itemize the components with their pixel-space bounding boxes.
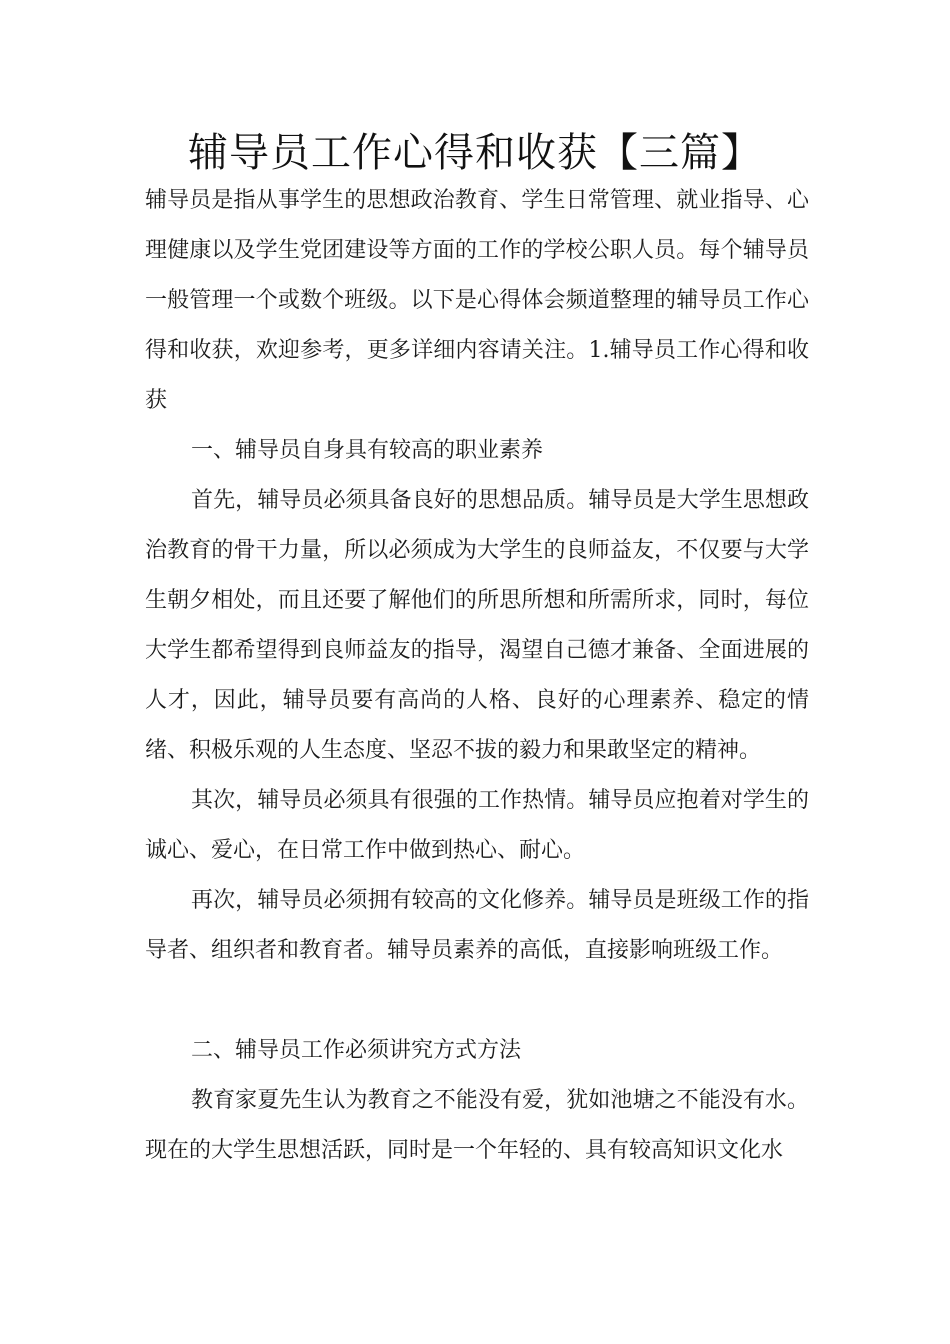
document-body [145,176,809,1176]
paragraph-2: 其次，辅导员必须具有很强的工作热情。辅导员应抱着对学生的诚心、爱心，在日常工作中做到热心、耐心。 [145,788,809,863]
section-heading-1: 一、辅导员自身具有较高的职业素养 [191,438,544,463]
paragraph-1: 首先，辅导员必须具备良好的思想品质。辅导员是大学生思想政治教育的骨干力量，所以必须成为大学生的良师益友，不仅要与大学生朝夕相处，而且还要了解他们的所思所想和所需所求，同时，每位大学生都希望得到良师益友的指导，渴望自己德才兼备、全面进展的人才，因此，辅导员要有高尚的人格、良好的心理素养、稳定的情绪、积极乐观的人生态度、坚忍不拔的毅力和果敢坚定的精神。 [145,488,809,763]
paragraph-4: 教育家夏先生认为教育之不能没有爱，犹如池塘之不能没有水。现在的大学生思想活跃，同时是一个年轻的、具有较高知识文化水 [145,1088,809,1163]
section-heading-2: 二、辅导员工作必须讲究方式方法 [191,1038,522,1063]
paragraph-3: 再次，辅导员必须拥有较高的文化修养。辅导员是班级工作的指导者、组织者和教育者。辅导员素养的高低，直接影响班级工作。 [145,888,809,963]
blank-line [145,976,809,1026]
intro-paragraph: 辅导员是指从事学生的思想政治教育、学生日常管理、就业指导、心理健康以及学生党团建设等方面的工作的学校公职人员。每个辅导员一般管理一个或数个班级。以下是心得体会频道整理的辅导员工作心得和收获，欢迎参考，更多详细内容请关注。1.辅导员工作心得和收获 [145,188,809,413]
document-title: 辅导员工作心得和收获【三篇】 [188,130,762,176]
